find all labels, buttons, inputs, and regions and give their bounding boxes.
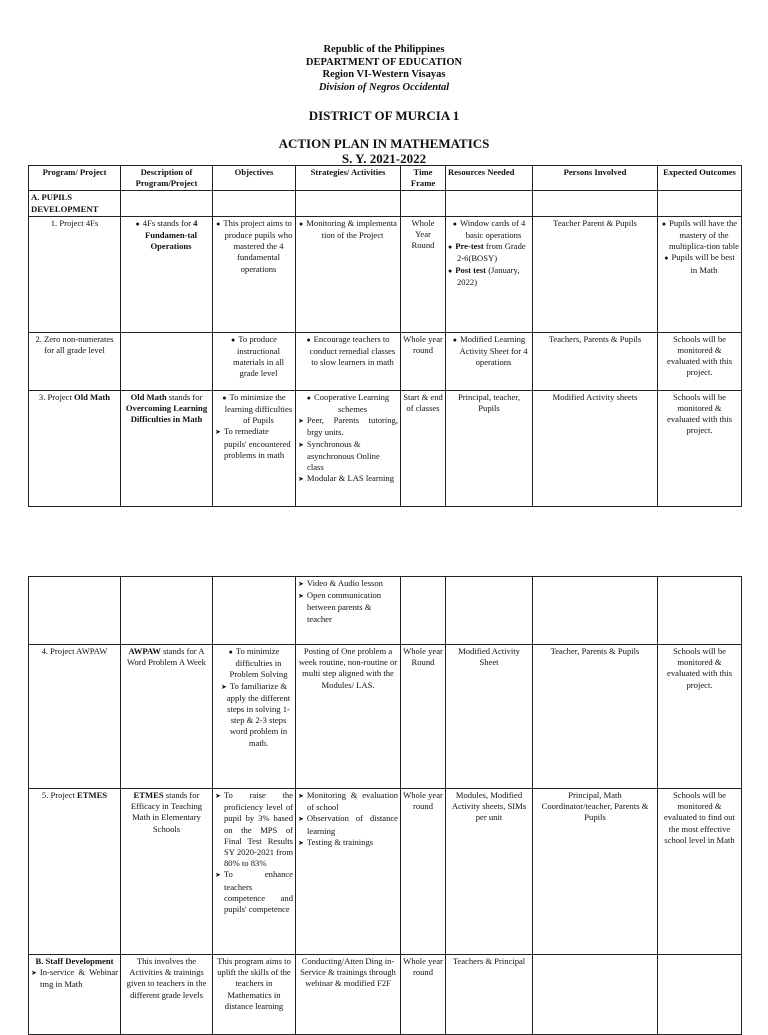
time-cell: Whole year round [401, 789, 446, 955]
resources-cell: Modified Activity Sheet [446, 645, 533, 789]
table-row [29, 390, 742, 506]
region-line: Region VI-Western Visayas [322, 69, 446, 80]
program-cell: 2. Zero non-numerates for all grade level [29, 332, 121, 390]
document-header [0, 44, 768, 94]
outcome-cell: Schools will be monitored & evaluated to find out the most effective school level in Math [658, 789, 742, 955]
program-cell: 5. Project ETMES [29, 789, 121, 955]
resources-cell: ● Modified Learning Activity Sheet for 4 operations [446, 332, 533, 390]
outcome-cell: Schools will be monitored & evaluated with this project. [658, 332, 742, 390]
col-strategies: Strategies/ Activities [296, 166, 401, 191]
strategy-cell: ● Monitoring & implementa tion of the Project [296, 216, 401, 332]
header-row [29, 166, 742, 191]
strategy-cell: Posting of One problem a week routine, non-routine or multi step aligned with the Modules/ LAS. [296, 645, 401, 789]
persons-cell: Teacher Parent & Pupils [533, 216, 658, 332]
school-year: S. Y. 2021-2022 [341, 151, 427, 166]
outcome-cell: ● Pupils will have the mastery of the multiplica-tion table ● Pupils will be best in Math [658, 216, 742, 332]
col-time-frame: Time Frame [401, 166, 446, 191]
col-outcomes: Expected Outcomes [658, 166, 742, 191]
persons-cell: Modified Activity sheets [533, 390, 658, 506]
program-cell: 4. Project AWPAW [29, 645, 121, 789]
strategy-cell: Conducting/Atten Ding in-Service & trainings through webinar & modified F2F [296, 955, 401, 1035]
division-line: Division of Negros Occidental [318, 81, 450, 93]
table-row [29, 955, 742, 1035]
persons-cell: Teacher, Parents & Pupils [533, 645, 658, 789]
section-row-a [29, 191, 742, 216]
objective-cell: ● To minimize difficulties in Problem Solving ➤ To familiarize & apply the different steps in solving 1-step & 2-3 steps word problem in math. [213, 645, 296, 789]
section-staff-development: B. Staff Development [35, 956, 114, 966]
program-cell: 3. Project Old Math [29, 390, 121, 506]
district-title: DISTRICT OF MURCIA 1 [308, 108, 460, 123]
time-cell: Whole year round [401, 332, 446, 390]
country-line: Republic of the Philippines [323, 44, 445, 55]
description-cell: Old Math stands for Overcoming Learning Difficulties in Math [121, 390, 213, 506]
outcome-cell: Schools will be monitored & evaluated with this project. [658, 390, 742, 506]
objective-cell: ● To minimize the learning difficulties of Pupils ➤ To remediate pupils' encountered problems in math [213, 390, 296, 506]
resources-cell: Modules, Modified Activity sheets, SIMs per unit [446, 789, 533, 955]
table-row [29, 645, 742, 789]
strategy-cell: ➤ Monitoring & evaluation of school ➤ Observation of distance learning ➤ Testing & trainings [296, 789, 401, 955]
table-row [29, 332, 742, 390]
program-cell: B. Staff Development ➤ In-service & Webinar tmg in Math [29, 955, 121, 1035]
col-persons: Persons Involved [533, 166, 658, 191]
description-cell: ● 4Fs stands for 4 Fundamen-tal Operations [121, 216, 213, 332]
table-row-continued [29, 577, 742, 645]
time-cell: Start & end of classes [401, 390, 446, 506]
col-resources: Resources Needed [446, 166, 533, 191]
objective-cell: ➤ To raise the proficiency level of pupil by 3% based on the MPS of Final Test Results SY 2020-2021 from 80% to 83% ➤ To enhance teachers competence and pupils' competence [213, 789, 296, 955]
objective-cell: This program aims to uplift the skills of the teachers in Mathematics in distance learning [213, 955, 296, 1035]
objective-cell: ● To produce instructional materials in all grade level [213, 332, 296, 390]
time-cell: Whole Year Round [401, 216, 446, 332]
plan-title: ACTION PLAN IN MATHEMATICS [278, 136, 490, 151]
col-objectives: Objectives [213, 166, 296, 191]
resources-cell: ● Window cards of 4 basic operations ● Pre-test from Grade 2-6(BOSY) ● Post test (January, 2022) [446, 216, 533, 332]
outcome-cell: Schools will be monitored & evaluated with this project. [658, 645, 742, 789]
time-cell: Whole year round [401, 955, 446, 1035]
action-plan-table-page1 [28, 165, 742, 507]
strategy-cell: ● Cooperative Learning schemes ➤ Peer, Parents tutoring, brgy units. ➤ Synchronous & asynchronous Online class ➤ Modular & LAS learning [296, 390, 401, 506]
time-cell: Whole year Round [401, 645, 446, 789]
col-program: Program/ Project [29, 166, 121, 191]
action-plan-table-page2 [28, 576, 742, 1035]
strategy-cell: ➤ Video & Audio lesson ➤ Open communication between parents & teacher [296, 577, 401, 645]
table-row [29, 216, 742, 332]
persons-cell: Principal, Math Coordinator/teacher, Parents & Pupils [533, 789, 658, 955]
resources-cell: Principal, teacher, Pupils [446, 390, 533, 506]
department-line: DEPARTMENT OF EDUCATION [305, 56, 463, 68]
objective-cell: ● This project aims to produce pupils who mastered the 4 fundamental operations [213, 216, 296, 332]
plan-title-block [0, 136, 768, 166]
section-pupils-development: A. PUPILS DEVELOPMENT [29, 191, 121, 216]
persons-cell: Teachers, Parents & Pupils [533, 332, 658, 390]
description-cell: ETMES stands for Efficacy in Teaching Math in Elementary Schools [121, 789, 213, 955]
strategy-cell: ● Encourage teachers to conduct remedial classes to slow learners in math [296, 332, 401, 390]
description-cell: This involves the Activities & trainings given to teachers in the different grade levels [121, 955, 213, 1035]
col-description: Description of Program/Project [121, 166, 213, 191]
program-cell: 1. Project 4Fs [29, 216, 121, 332]
description-cell: AWPAW stands for A Word Problem A Week [121, 645, 213, 789]
resources-cell: Teachers & Principal [446, 955, 533, 1035]
table-row [29, 789, 742, 955]
